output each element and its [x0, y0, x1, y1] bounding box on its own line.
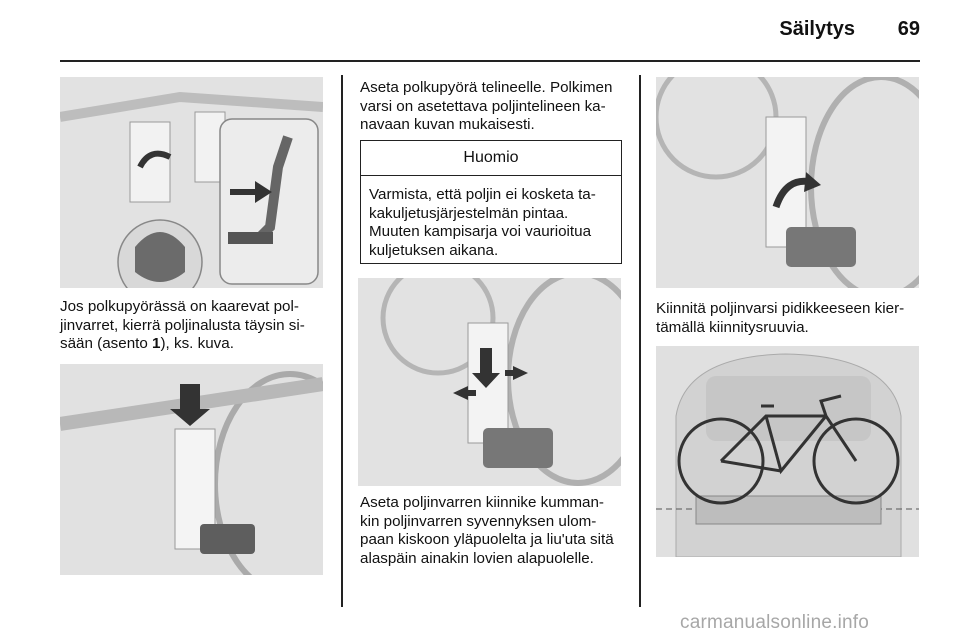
column2-paragraph-line: Aseta polkupyörä telineelle. Polkimen — [360, 79, 613, 96]
watermark: carmanualsonline.info — [680, 612, 870, 633]
bike-carrier-drawing — [656, 346, 919, 557]
column2-paragraph-line: navaan kuvan mukaisesti. — [360, 116, 535, 134]
note-title: Huomio — [361, 141, 621, 176]
pedal-holder-drawing — [60, 364, 323, 575]
column2-paragraph-1 — [360, 79, 630, 135]
column3-paragraph-line: tämällä kiinnitysruuvia. — [656, 318, 809, 336]
column2-paragraph-line: Aseta poljinvarren kiinnike kumman- — [360, 494, 604, 511]
illustration-crank-pedal — [60, 77, 323, 288]
column3-paragraph-line: Kiinnitä poljinvarsi pidikkeeseen kier- — [656, 300, 905, 317]
column2-paragraph-line: paan kiskoon yläpuolelta ja liu'uta sitä — [360, 531, 614, 549]
screw-tightening-drawing — [656, 77, 919, 288]
illustration-pedal-holder-arrow — [60, 364, 323, 575]
line-start: sään (asento — [60, 335, 153, 353]
column3-paragraph — [656, 300, 926, 337]
column1-paragraph-line — [60, 335, 330, 354]
column-divider-left — [341, 75, 343, 607]
column1-paragraph — [60, 298, 330, 354]
illustration-pedal-clamp — [358, 278, 621, 486]
column2-paragraph-line: kin poljinvarren syvennyksen ulom- — [360, 512, 597, 530]
column2-paragraph-line: varsi on asetettava poljintelineen ka- — [360, 97, 606, 115]
column1-paragraph-line: Jos polkupyörässä on kaarevat pol- — [60, 298, 299, 315]
crank-pedal-drawing — [60, 77, 323, 288]
page-number: 69 — [897, 18, 920, 40]
note-line: Varmista, että poljin ei kosketa ta- — [369, 186, 596, 203]
note-box — [360, 140, 622, 264]
page-header-title: Säilytys — [779, 18, 855, 40]
note-body — [361, 176, 621, 260]
line-end: ), ks. kuva. — [160, 335, 234, 353]
note-line: kakuljetusjärjestelmän pintaa. — [369, 204, 569, 222]
note-line: Muuten kampisarja voi vaurioitua — [369, 223, 592, 241]
note-line: kuljetuksen aikana. — [369, 241, 499, 259]
column2-paragraph-2 — [360, 494, 640, 568]
position-number: 1 — [152, 335, 161, 353]
illustration-bike-on-carrier — [656, 346, 919, 557]
column1-paragraph-line: jinvarret, kierrä poljinalusta täysin si- — [60, 316, 305, 334]
pedal-clamp-drawing — [358, 278, 621, 486]
column2-paragraph-line: alaspäin ainakin lovien alapuolelle. — [360, 549, 594, 567]
illustration-screw-tightening — [656, 77, 919, 288]
header-rule — [60, 60, 920, 62]
